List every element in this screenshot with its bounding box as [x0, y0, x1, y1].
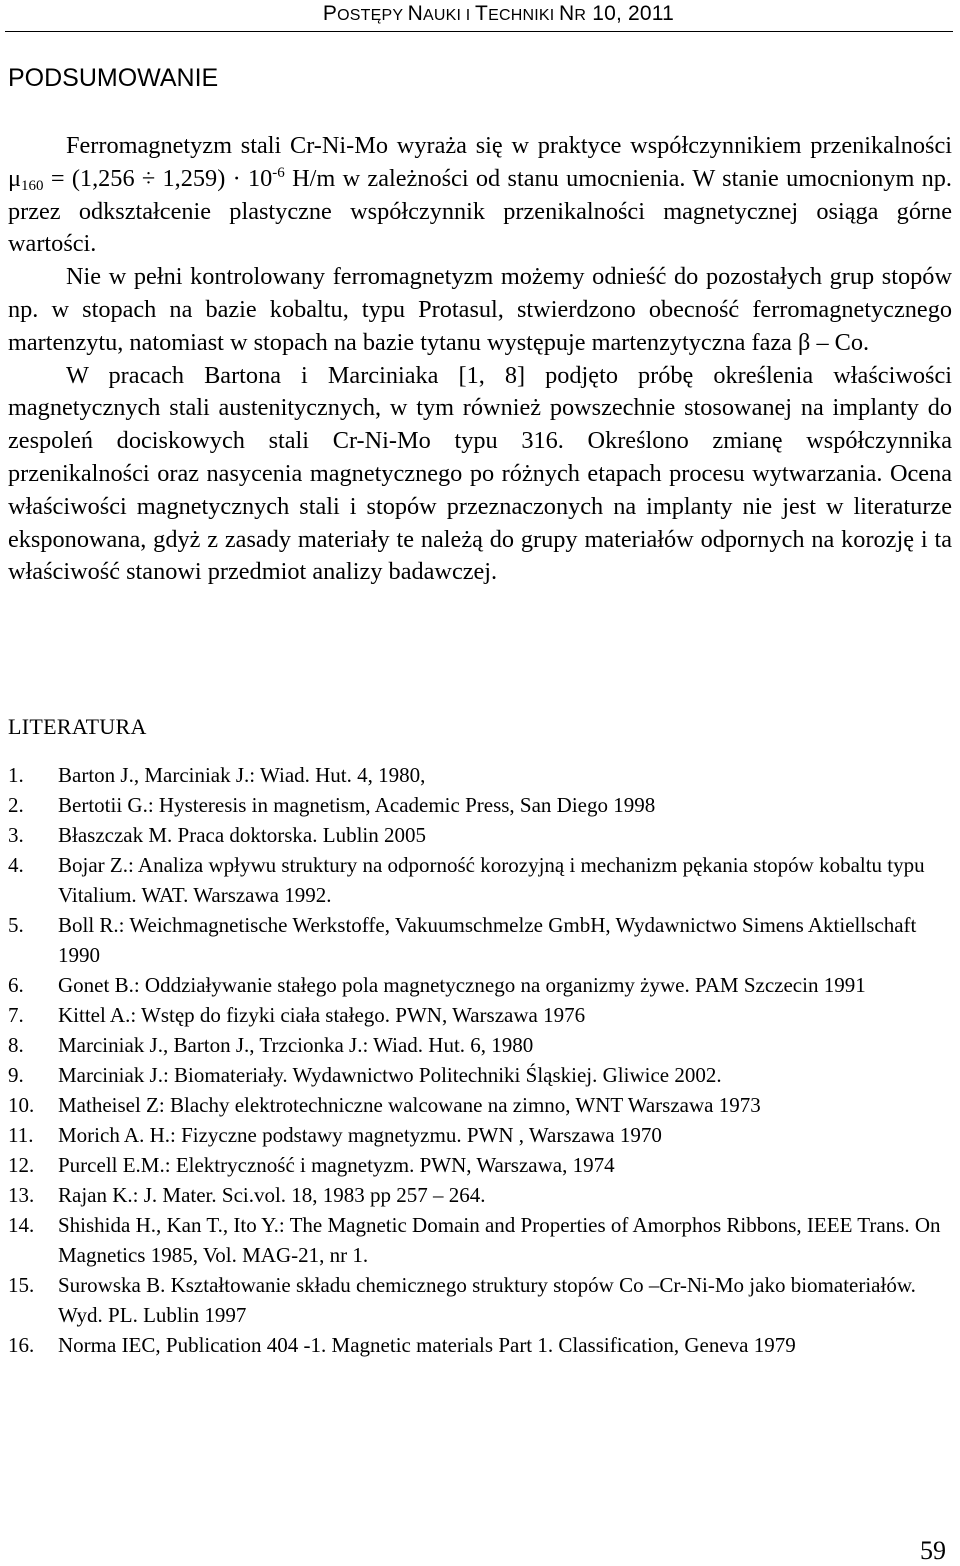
reference-item — [8, 1330, 952, 1360]
reference-list — [8, 760, 952, 1360]
reference-text: Purcell E.M.: Elektryczność i magnetyzm. PWN, Warszawa, 1974 — [58, 1153, 615, 1177]
reference-item — [8, 760, 952, 790]
journal-title-part: AUKI I — [422, 7, 476, 24]
reference-number: 3. — [8, 823, 24, 847]
reference-item — [8, 1150, 952, 1180]
paragraph — [8, 130, 952, 261]
reference-text: Surowska B. Kształtowanie składu chemicznego struktury stopów Co –Cr-Ni-Mo jako biomateriałów. Wyd. PL. Lublin 1997 — [58, 1273, 916, 1327]
journal-issue-part: R — [574, 7, 587, 24]
running-header — [323, 2, 674, 26]
reference-number: 13. — [8, 1183, 35, 1207]
header-rule — [5, 31, 953, 32]
reference-number: 7. — [8, 1003, 24, 1027]
reference-text: Marciniak J.: Biomateriały. Wydawnictwo Politechniki Śląskiej. Gliwice 2002. — [58, 1063, 722, 1087]
reference-number: 10. — [8, 1093, 35, 1117]
reference-number: 9. — [8, 1063, 24, 1087]
reference-text: Boll R.: Weichmagnetische Werkstoffe, Vakuumschmelze GmbH, Wydawnictwo Simens Aktiellschaft 1990 — [58, 913, 917, 967]
paragraph-text: Ferromagnetyzm stali Cr-Ni-Mo wyraża się w praktyce współczynnikiem przenikalności μ — [8, 132, 952, 192]
reference-number: 2. — [8, 793, 24, 817]
reference-number: 8. — [8, 1033, 24, 1057]
reference-number: 1. — [8, 763, 24, 787]
reference-number: 11. — [8, 1123, 34, 1147]
paragraph-text: = (1,256 ÷ 1,259) · 10 — [43, 164, 273, 192]
reference-item — [8, 1000, 952, 1030]
reference-item — [8, 970, 952, 1000]
journal-title-part: N — [407, 2, 423, 25]
reference-number: 6. — [8, 973, 24, 997]
journal-title-part: T — [475, 2, 489, 25]
reference-text: Bertotii G.: Hysteresis in magnetism, Academic Press, San Diego 1998 — [58, 793, 656, 817]
journal-issue: 10, 2011 — [586, 2, 674, 25]
reference-item — [8, 820, 952, 850]
reference-text: Norma IEC, Publication 404 -1. Magnetic materials Part 1. Classification, Geneva 1979 — [58, 1333, 796, 1357]
reference-item — [8, 1180, 952, 1210]
reference-item — [8, 910, 952, 970]
reference-text: Matheisel Z: Blachy elektrotechniczne walcowane na zimno, WNT Warszawa 1973 — [58, 1093, 761, 1117]
reference-text: Kittel A.: Wstęp do fizyki ciała stałego. PWN, Warszawa 1976 — [58, 1003, 586, 1027]
reference-text: Shishida H., Kan T., Ito Y.: The Magnetic Domain and Properties of Amorphos Ribbons, IEEE Trans. On Magnetics 1985, Vol. MAG-21, nr 1. — [58, 1213, 941, 1267]
page-number: 59 — [920, 1536, 946, 1565]
reference-item — [8, 1210, 952, 1270]
section-title: PODSUMOWANIE — [8, 64, 219, 92]
subscript: 160 — [21, 177, 44, 194]
reference-number: 14. — [8, 1213, 35, 1237]
paragraph: Nie w pełni kontrolowany ferromagnetyzm możemy odnieść do pozostałych grup stopów np. w stopach na bazie kobaltu, typu Protasul, stwierdzono obecność ferromagnetycznego martenzytu, natomiast w stopach na bazie tytanu występuje martenzytyczna faza β – Co. — [8, 263, 952, 356]
reference-text: Barton J., Marciniak J.: Wiad. Hut. 4, 1980, — [58, 763, 426, 787]
reference-number: 12. — [8, 1153, 35, 1177]
reference-item — [8, 1090, 952, 1120]
literature-title: LITERATURA — [8, 714, 147, 739]
reference-text: Gonet B.: Oddziaływanie stałego pola magnetycznego na organizmy żywe. PAM Szczecin 1991 — [58, 973, 866, 997]
paragraph: W pracach Bartona i Marciniaka [1, 8] podjęto próbę określenia właściwości magnetycznych stali austenitycznych, w tym również powszechnie stosowanej na implanty do zespoleń dociskowych stali Cr-Ni-Mo typu 316. Określono zmianę współczynnika przenikalności oraz nasycenia magnetycznego po różnych etapach procesu wytwarzania. Ocena właściwości magnetycznych stali i stopów przeznaczonych na implanty nie jest w literaturze eksponowana, gdyż z zasady materiały te należą do grupy materiałów odpornych na korozję i ta właściwość stanowi przedmiot analizy badawczej. — [8, 361, 952, 586]
reference-item — [8, 790, 952, 820]
superscript: -6 — [272, 164, 285, 181]
reference-text: Morich A. H.: Fizyczne podstawy magnetyzmu. PWN , Warszawa 1970 — [58, 1123, 662, 1147]
reference-number: 4. — [8, 853, 24, 877]
reference-text: Rajan K.: J. Mater. Sci.vol. 18, 1983 pp 257 – 264. — [58, 1183, 486, 1207]
reference-text: Marciniak J., Barton J., Trzcionka J.: Wiad. Hut. 6, 1980 — [58, 1033, 534, 1057]
reference-number: 5. — [8, 913, 24, 937]
reference-number: 15. — [8, 1273, 35, 1297]
paragraph-text: H/m w zależności od stanu umocnienia. W stanie umocnionym np. przez odkształcenie plastyczne współczynnik przenikalności magnetycznej osiąga górne wartości. — [8, 164, 953, 258]
reference-text: Bojar Z.: Analiza wpływu struktury na odporność korozyjną i mechanizm pękania stopów kobaltu typu Vitalium. WAT. Warszawa 1992. — [58, 853, 925, 907]
reference-item — [8, 1270, 952, 1330]
reference-number: 16. — [8, 1333, 35, 1357]
section-body — [8, 130, 952, 589]
journal-issue-part: N — [559, 2, 575, 25]
journal-title-part: P — [322, 2, 338, 25]
reference-item — [8, 850, 952, 910]
journal-title-part: OSTĘPY — [337, 7, 408, 24]
reference-item — [8, 1030, 952, 1060]
journal-title-part: ECHNIKI — [488, 7, 560, 24]
reference-item — [8, 1060, 952, 1090]
reference-text: Błaszczak M. Praca doktorska. Lublin 2005 — [58, 823, 426, 847]
reference-item — [8, 1120, 952, 1150]
